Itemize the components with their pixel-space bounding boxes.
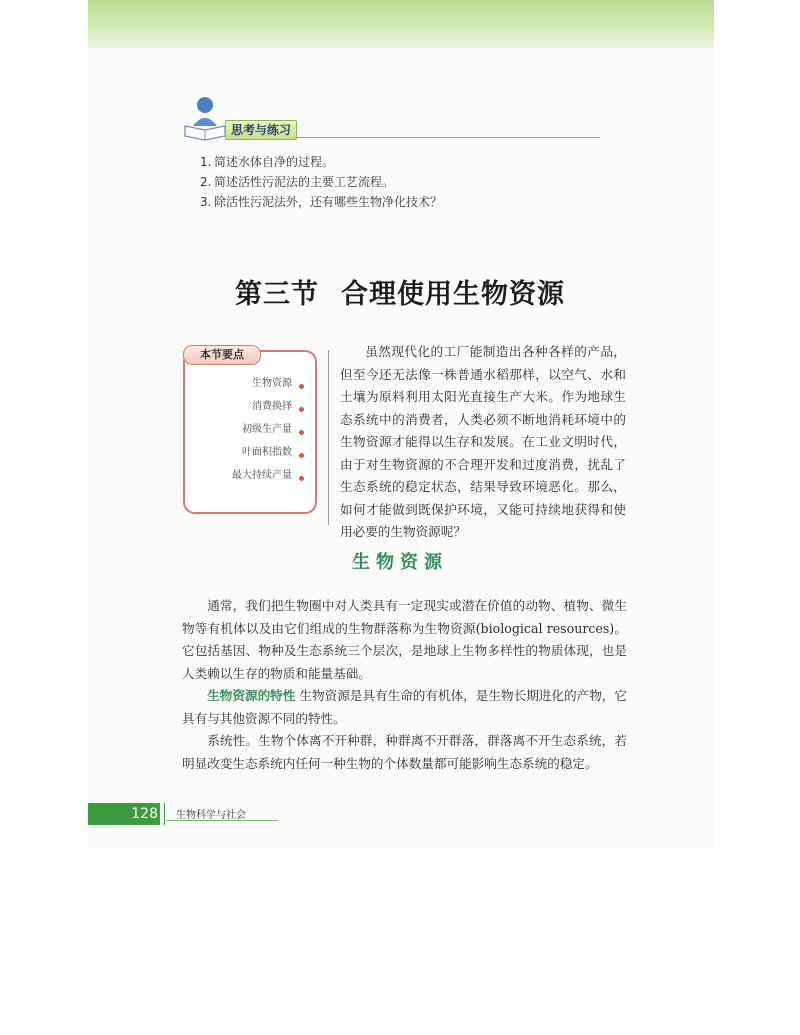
think-practice-header: [183, 96, 603, 146]
body-text: [182, 595, 627, 775]
header-rule: [295, 137, 600, 138]
question-item: [200, 172, 442, 192]
page-number: 128: [131, 806, 158, 822]
question-text: 除活性污泥法外，还有哪些生物净化技术？: [214, 195, 443, 209]
key-point-text: 最大持续产量: [232, 470, 292, 481]
question-item: [200, 192, 442, 212]
key-point-text: 消费换择: [252, 401, 292, 412]
question-number: 2.: [200, 175, 212, 189]
intro-paragraph: 虽然现代化的工厂能制造出各种各样的产品，但至今还无法像一株普通水稻那样，以空气、水和土壤为原料利用太阳光直接生产大米。作为地球生态系统中的消费者，人类必须不断地消耗环境中的生物资源才能得以生存和发展。在工业文明时代，由于对生物资源的不合理开发和过度消费，扰乱了生态系统的稳定状态，结果导致环境恶化。那么，如何才能做到既保护环境，又能可持续地获得和使用必要的生物资源呢？: [340, 344, 626, 539]
section-title: [0, 272, 800, 311]
body-paragraph-text: 生物资源是具有生命的有机体，是生物长期进化的产物，它具有与其他资源不同的特性。: [182, 688, 627, 726]
top-color-band: [88, 0, 714, 48]
body-paragraph: 系统性。生物个体离不开种群，种群离不开群落，群落离不开生态系统，若明显改变生态系统内任何一种生物的个体数量都可能影响生态系统的稳定。: [182, 733, 627, 771]
book-title: 生物科学与社会: [176, 810, 246, 821]
key-point-text: 叶面积指数: [242, 447, 292, 458]
key-point-item: [190, 399, 306, 422]
key-points-label: 本节要点: [183, 345, 261, 365]
think-practice-label: 思考与练习: [225, 120, 297, 140]
body-paragraph: 通常，我们把生物圈中对人类具有一定现实或潜在价值的动物、植物、微生物等有机体以及由它们组成的生物群落称为生物资源(biological resources)。它包括基因、物种及生态系统三个层次，是地球上生物多样性的物质体现，也是人类赖以生存的物质和能量基础。: [182, 598, 627, 681]
question-list: [200, 152, 442, 212]
reader-figure-icon: [183, 96, 227, 142]
bullet-dot-icon: [299, 430, 304, 435]
section-number: 第三节: [235, 279, 319, 310]
key-point-item: [190, 376, 306, 399]
bullet-dot-icon: [299, 453, 304, 458]
question-text: 简述活性污泥法的主要工艺流程。: [214, 175, 395, 189]
key-term: 生物资源的特性: [207, 688, 296, 703]
body-paragraph: [182, 685, 627, 730]
footer-stripe: [160, 803, 164, 825]
key-point-item: [190, 422, 306, 445]
question-item: [200, 152, 442, 172]
question-text: 简述水体自净的过程。: [214, 155, 335, 169]
subsection-title: 生物资源: [352, 552, 448, 573]
question-number: 3.: [200, 195, 212, 209]
bullet-dot-icon: [299, 407, 304, 412]
vertical-divider: [328, 350, 329, 525]
key-point-item: [190, 445, 306, 468]
key-point-item: [190, 468, 306, 491]
key-points-list: [190, 376, 306, 491]
section-name: 合理使用生物资源: [341, 279, 565, 310]
key-point-text: 生物资源: [252, 378, 292, 389]
bullet-dot-icon: [299, 384, 304, 389]
bullet-dot-icon: [299, 476, 304, 481]
key-point-text: 初级生产量: [242, 424, 292, 435]
question-number: 1.: [200, 155, 212, 169]
